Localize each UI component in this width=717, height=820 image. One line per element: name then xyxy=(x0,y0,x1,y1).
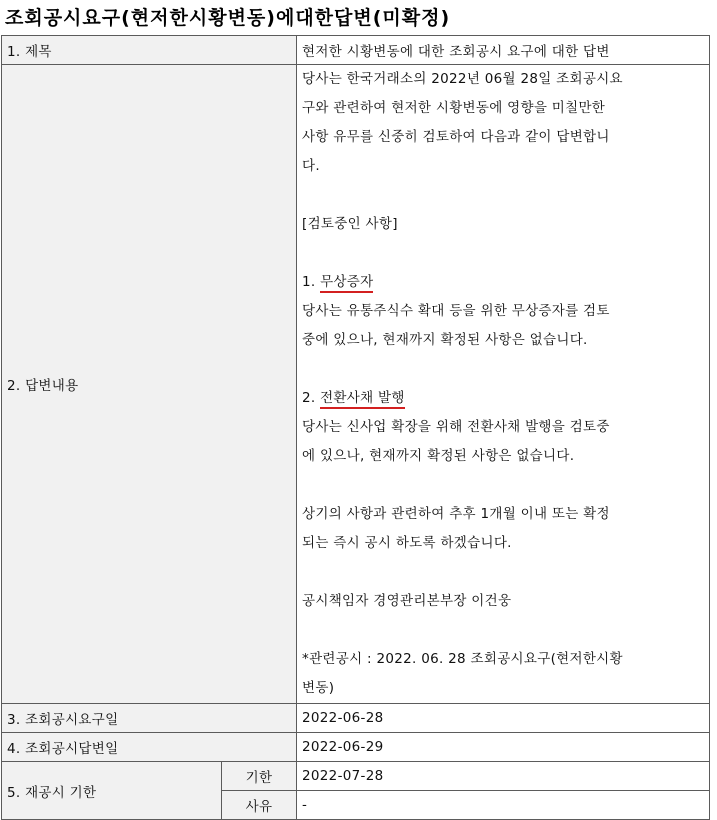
reason-label: 사유 xyxy=(222,791,297,820)
intro-line-2: 구와 관련하여 현저한 시황변동에 영향을 미칠만한 xyxy=(302,100,606,116)
subject-value: 현저한 시황변동에 대한 조회공시 요구에 대한 답변 xyxy=(297,36,710,65)
review-header: [검토중인 사항] xyxy=(302,216,398,232)
related-line-2: 변동) xyxy=(302,680,335,696)
request-date-label: 3. 조회공시요구일 xyxy=(2,704,297,733)
row-subject xyxy=(2,36,710,65)
reason-value: - xyxy=(297,791,710,820)
item1-heading xyxy=(302,268,704,297)
item1-text-2: 중에 있으나, 현재까지 확정된 사항은 없습니다. xyxy=(302,332,588,348)
item1-title: 무상증자 xyxy=(320,274,373,293)
reply-date-value: 2022-06-29 xyxy=(297,733,710,762)
closing-line-1: 상기의 사항과 관련하여 추후 1개월 이내 또는 확정 xyxy=(302,506,610,522)
deadline-label: 기한 xyxy=(222,762,297,791)
row-redisclosure-deadline xyxy=(2,762,710,791)
closing-line-2: 되는 즉시 공시 하도록 하겠습니다. xyxy=(302,535,512,551)
item2-title: 전환사채 발행 xyxy=(320,390,405,409)
row-reply-date xyxy=(2,733,710,762)
item2-text-2: 에 있으나, 현재까지 확정된 사항은 없습니다. xyxy=(302,448,575,464)
item2-text-1: 당사는 신사업 확장을 위해 전환사채 발행을 검토중 xyxy=(302,419,610,435)
answer-label: 2. 답변내용 xyxy=(2,65,297,704)
row-request-date xyxy=(2,704,710,733)
item1-text-1: 당사는 유통주식수 확대 등을 위한 무상증자를 검토 xyxy=(302,303,610,319)
deadline-value: 2022-07-28 xyxy=(297,762,710,791)
officer-line: 공시책임자 경영관리본부장 이건웅 xyxy=(302,593,512,609)
answer-content xyxy=(297,65,710,704)
page-title: 조회공시요구(현저한시황변동)에대한답변(미확정) xyxy=(5,7,451,29)
item2-heading xyxy=(302,384,704,413)
blank-line xyxy=(302,471,704,500)
blank-line xyxy=(302,181,704,210)
item2-number: 2. xyxy=(302,390,316,406)
subject-label: 1. 제목 xyxy=(2,36,297,65)
row-answer xyxy=(2,65,710,704)
item1-number: 1. xyxy=(302,274,316,290)
request-date-value: 2022-06-28 xyxy=(297,704,710,733)
intro-line-4: 다. xyxy=(302,158,320,174)
intro-line-1: 당사는 한국거래소의 2022년 06월 28일 조회공시요 xyxy=(302,71,623,87)
blank-line xyxy=(302,616,704,645)
blank-line xyxy=(302,239,704,268)
disclosure-table xyxy=(1,35,710,820)
related-line-1: *관련공시 : 2022. 06. 28 조회공시요구(현저한시황 xyxy=(302,651,623,667)
reply-date-label: 4. 조회공시답변일 xyxy=(2,733,297,762)
redisclosure-label: 5. 재공시 기한 xyxy=(2,762,222,820)
intro-line-3: 사항 유무를 신중히 검토하여 다음과 같이 답변합니 xyxy=(302,129,610,145)
blank-line xyxy=(302,558,704,587)
blank-line xyxy=(302,355,704,384)
